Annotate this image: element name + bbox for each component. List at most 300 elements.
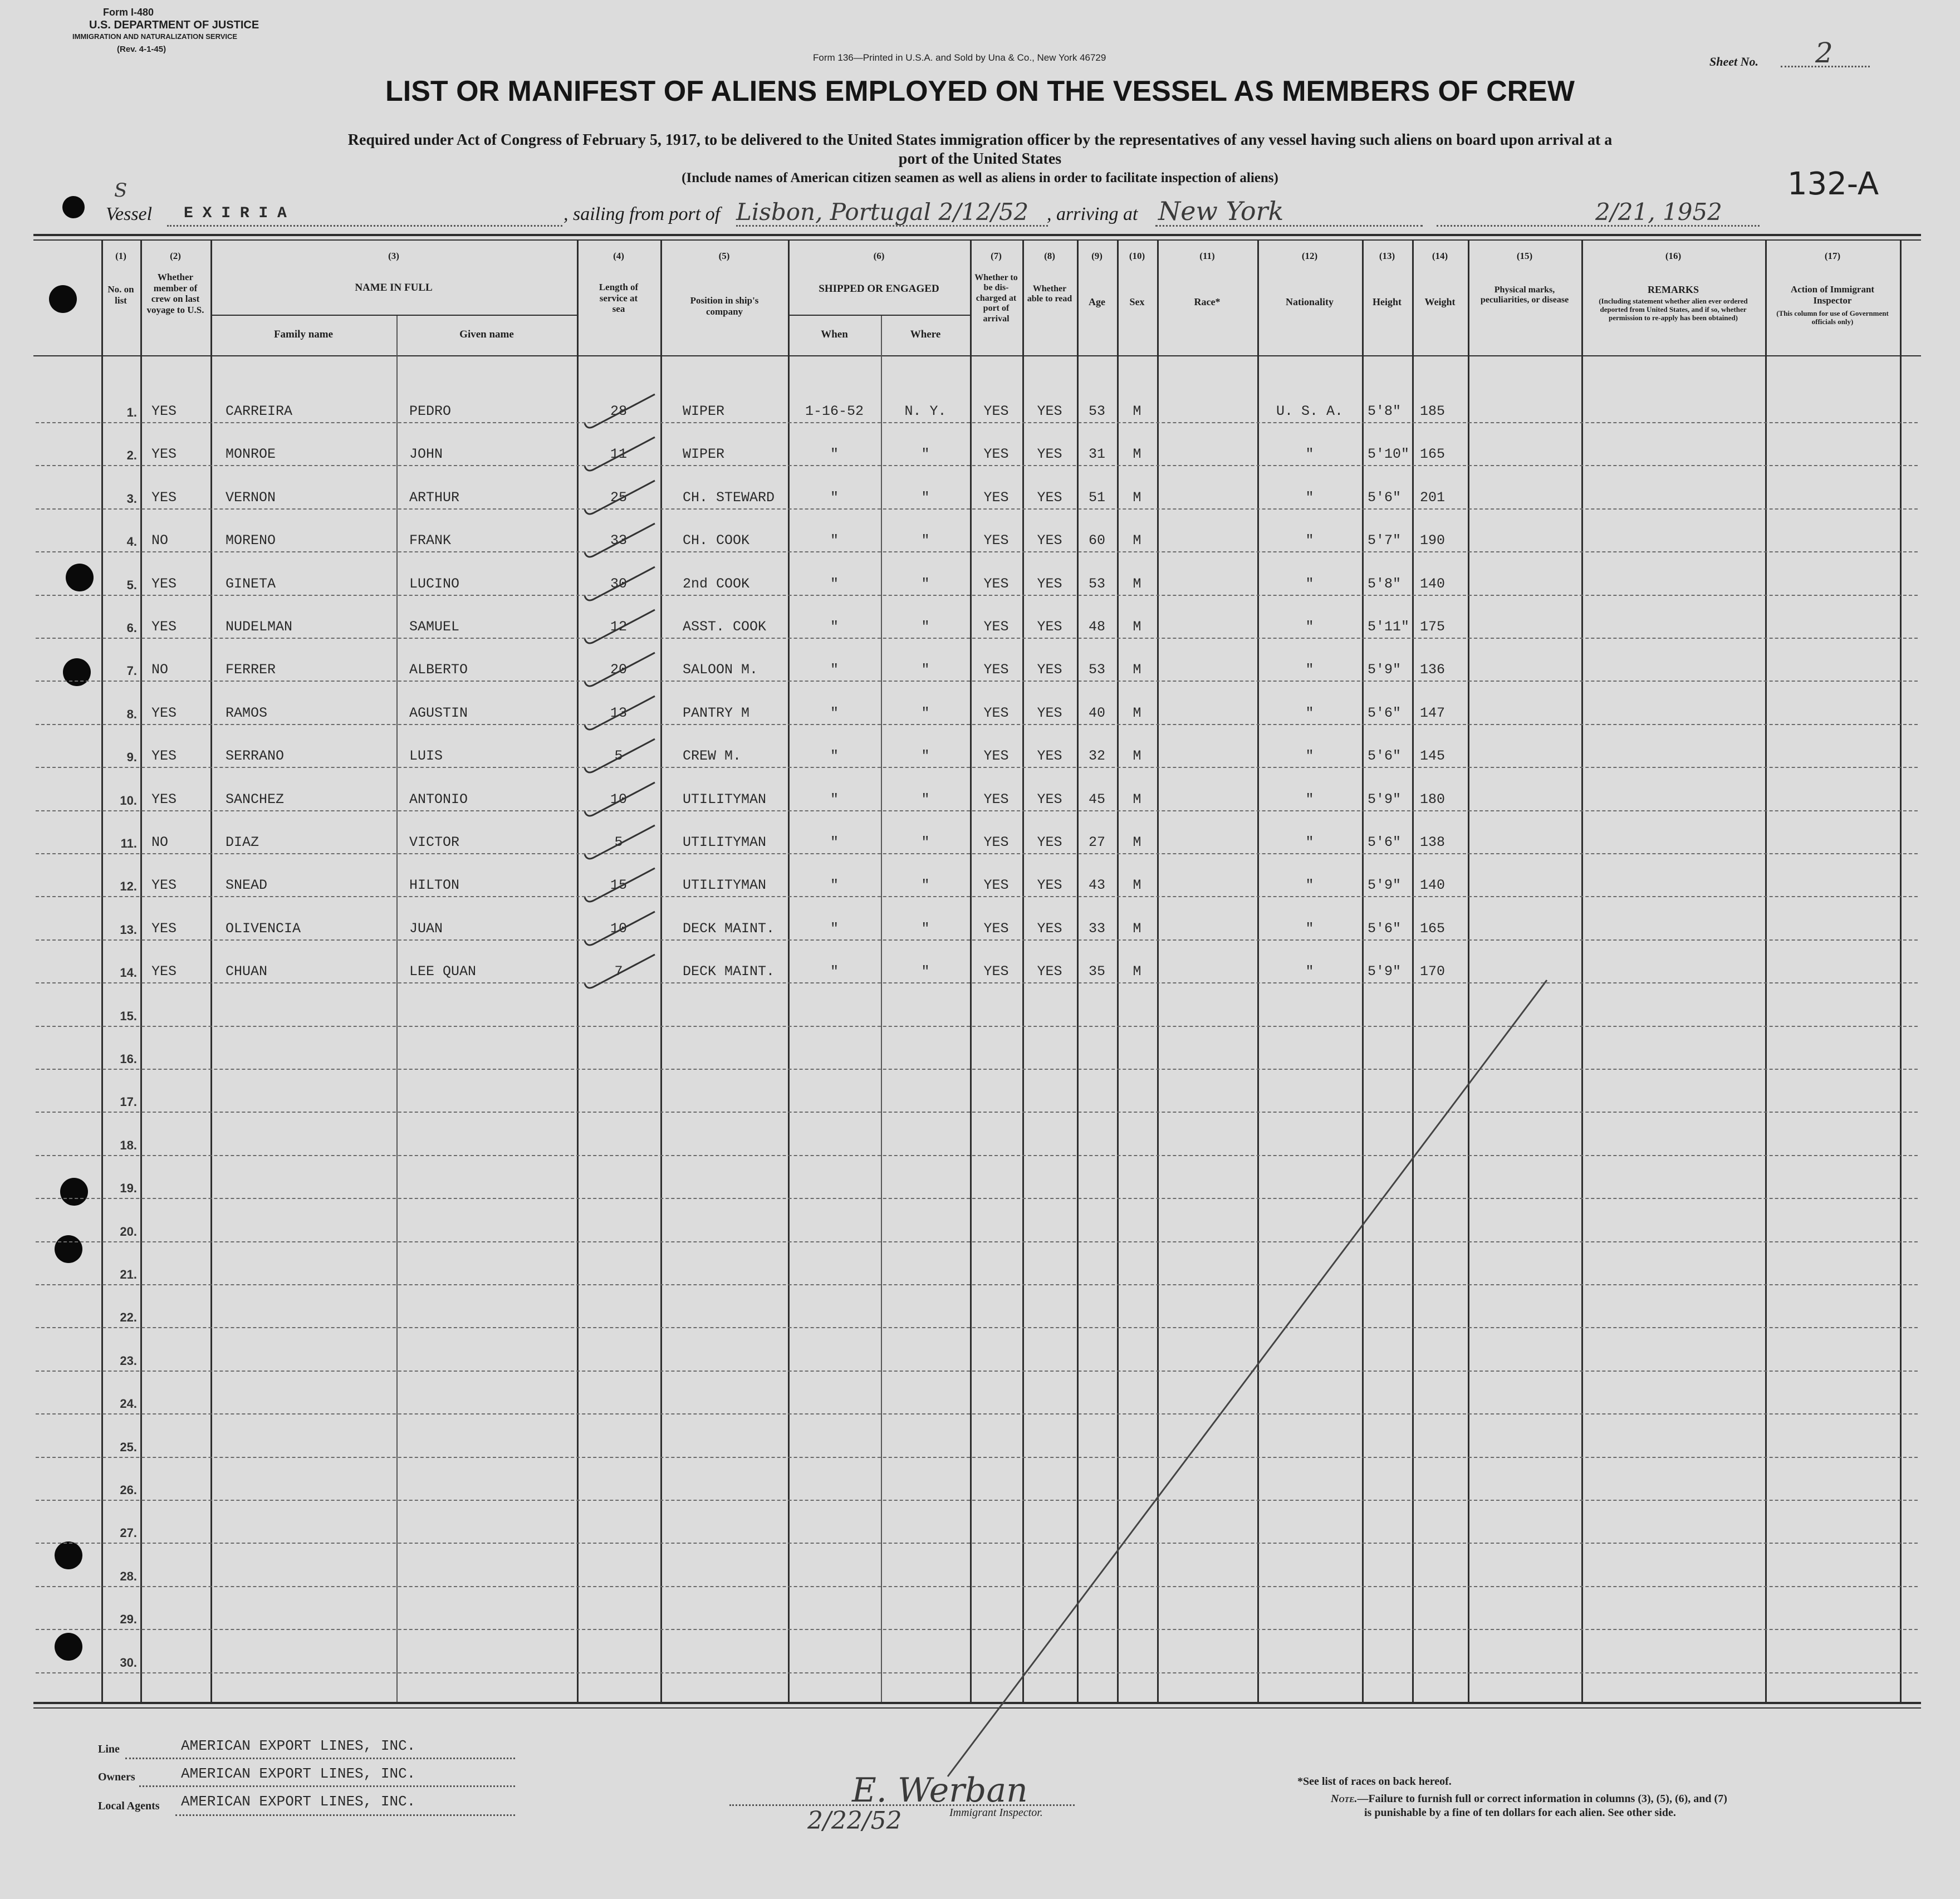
vessel-name: E X I R I A [184,205,287,222]
printer-note: Form 136—Printed in U.S.A. and Sold by Una & Co., New York 46729 [813,52,1106,63]
col2-header: Whether member of crew on last voyage to U.S. [146,272,204,315]
row-number: 7. [126,664,137,678]
cell-weight: 180 [1420,791,1445,807]
cell-discharged: YES [983,877,1009,894]
cell-when: " [830,662,839,678]
cell-position: UTILITYMAN [683,877,767,894]
cell-family: DIAZ [226,834,259,850]
cell-height: 5'8" [1368,575,1402,592]
row-number: 23. [120,1353,137,1368]
cell-position: CH. COOK [683,532,750,549]
cell-voyage: NO [151,834,169,850]
cell-nationality: " [1305,489,1314,506]
cell-sex: M [1133,963,1141,980]
cell-age: 48 [1088,619,1105,635]
cell-voyage: YES [151,575,177,592]
cell-nationality: " [1305,748,1314,765]
cell-read: YES [1037,446,1062,463]
cell-voyage: YES [151,446,177,463]
cell-sex: M [1133,662,1141,678]
cell-discharged: YES [983,489,1009,506]
note-label: Note. [1331,1793,1358,1805]
cell-where: " [921,532,930,549]
col13-header: Height [1373,296,1402,307]
cell-age: 35 [1088,963,1105,980]
cell-given: LUCINO [409,575,460,592]
cell-family: SANCHEZ [226,791,285,807]
col1-num: (1) [115,251,126,261]
col16-header: REMARKS [1647,284,1699,295]
cell-sex: M [1133,575,1141,592]
cell-sex: M [1133,704,1141,721]
cell-age: 32 [1088,748,1105,765]
col3-header: NAME IN FULL [355,282,433,293]
cell-weight: 185 [1420,403,1445,419]
cell-nationality: " [1305,446,1314,463]
row-number: 15. [120,1009,137,1023]
row-number: 4. [126,535,137,549]
row-number: 25. [120,1440,137,1454]
cell-position: CH. STEWARD [683,489,775,506]
col11-header: Race* [1194,296,1221,307]
cell-voyage: YES [151,920,177,937]
form-number: Form I-480 [103,7,154,18]
cell-voyage: YES [151,619,177,635]
cell-read: YES [1037,834,1062,850]
col7-header: Whether to be dis-charged at port of arrival [974,273,1018,324]
cell-discharged: YES [983,834,1009,850]
cell-sex: M [1133,834,1141,850]
cell-where: " [921,662,930,678]
cell-family: MORENO [226,532,276,549]
cell-service: 7 [614,963,623,980]
col1-header: No. on list [107,284,134,306]
line-value: AMERICAN EXPORT LINES, INC. [181,1738,416,1754]
arrival-date: 2/21, 1952 [1595,198,1722,226]
department-name: U.S. DEPARTMENT OF JUSTICE [89,19,259,31]
cell-weight: 175 [1420,619,1445,635]
cell-age: 60 [1088,532,1105,549]
cell-weight: 190 [1420,532,1445,549]
cell-discharged: YES [983,791,1009,807]
cell-family: SERRANO [226,748,285,765]
arriving-port: New York [1158,196,1284,226]
cell-sex: M [1133,748,1141,765]
cell-age: 53 [1088,575,1105,592]
cell-read: YES [1037,619,1062,635]
col9-header: Age [1089,296,1105,307]
cell-read: YES [1037,403,1062,419]
cell-nationality: " [1305,662,1314,678]
col8-num: (8) [1044,251,1055,261]
col11-num: (11) [1199,251,1215,261]
owners-label: Owners [98,1771,135,1783]
cell-read: YES [1037,963,1062,980]
cell-discharged: YES [983,963,1009,980]
note-text-2: is punishable by a fine of ten dollars for each alien. See other side. [1364,1807,1676,1819]
col7-num: (7) [991,251,1002,261]
races-note: *See list of races on back hereof. [1297,1775,1452,1788]
vessel-prefix: S [114,179,128,202]
cell-service: 28 [610,403,627,419]
agents-underline [175,1814,515,1816]
cell-service: 5 [614,748,623,765]
cell-given: JOHN [409,446,443,463]
row-number: 29. [120,1612,137,1627]
cell-weight: 136 [1420,662,1445,678]
row-number: 26. [120,1483,137,1497]
col5-num: (5) [718,251,730,261]
subtitle-line-3: (Include names of American citizen seamen as well as aliens in order to facilitate inspection of aliens) [682,170,1278,185]
cell-when: " [830,963,839,980]
col12-header: Nationality [1285,296,1334,307]
cell-when: " [830,791,839,807]
cell-age: 51 [1088,489,1105,506]
inspector-date: 2/22/52 [807,1807,902,1835]
agents-value: AMERICAN EXPORT LINES, INC. [181,1793,416,1810]
cell-height: 5'9" [1368,963,1402,980]
cell-family: CARREIRA [226,403,293,419]
sailing-label: , sailing from port of [564,204,721,224]
cell-read: YES [1037,791,1062,807]
cell-discharged: YES [983,446,1009,463]
cell-sex: M [1133,532,1141,549]
cell-voyage: NO [151,532,169,549]
row-number: 5. [126,577,137,592]
cell-family: MONROE [226,446,276,463]
cell-age: 53 [1088,662,1105,678]
col6-num: (6) [873,251,885,261]
col14-header: Weight [1424,296,1456,307]
cell-where: " [921,704,930,721]
subtitle-line-1: Required under Act of Congress of February 5, 1917, to be delivered to the United States immigration officer by the representatives of any vessel having such aliens on board upon arrival at a [347,131,1613,149]
col6-header: SHIPPED OR ENGAGED [819,283,939,295]
cell-where: " [921,834,930,850]
row-number: 16. [120,1052,137,1066]
row-number: 9. [126,750,137,765]
cell-service: 11 [610,446,627,463]
cell-given: ANTONIO [409,791,468,807]
cell-nationality: " [1305,834,1314,850]
cell-weight: 165 [1420,920,1445,937]
cell-given: VICTOR [409,834,460,850]
row-number: 3. [126,491,137,506]
cell-where: " [921,963,930,980]
cell-read: YES [1037,575,1062,592]
cell-read: YES [1037,532,1062,549]
cell-voyage: NO [151,662,169,678]
cell-position: ASST. COOK [683,619,767,635]
cell-when: " [830,877,839,894]
row-number: 20. [120,1224,137,1239]
cell-voyage: YES [151,403,177,419]
row-number: 1. [126,405,137,419]
cell-where: " [921,920,930,937]
cell-when: " [830,748,839,765]
cell-service: 30 [610,575,627,592]
cell-voyage: YES [151,791,177,807]
cell-when: " [830,446,839,463]
row-number: 30. [120,1655,137,1670]
cell-given: AGUSTIN [409,704,468,721]
col9-num: (9) [1091,251,1102,261]
given-name-header: Given name [459,329,514,340]
cell-when: " [830,619,839,635]
col3-num: (3) [388,251,399,261]
cell-position: CREW M. [683,748,742,765]
cell-when: " [830,575,839,592]
cell-voyage: YES [151,489,177,506]
cell-sex: M [1133,877,1141,894]
cell-position: SALOON M. [683,662,758,678]
cell-nationality: " [1305,791,1314,807]
col5-header: Position in ship's company [690,295,759,317]
penalty-note [1331,1792,1921,1820]
cell-service: 13 [610,704,627,721]
col17-num: (17) [1824,251,1841,261]
cell-position: WIPER [683,403,725,419]
inspector-label: Immigrant Inspector. [949,1807,1043,1819]
cell-where: " [921,446,930,463]
cell-voyage: YES [151,704,177,721]
col12-num: (12) [1301,251,1318,261]
cell-given: JUAN [409,920,443,937]
cell-service: 33 [610,532,627,549]
cell-given: ARTHUR [409,489,460,506]
cell-service: 10 [610,920,627,937]
cell-family: NUDELMAN [226,619,293,635]
agents-label: Local Agents [98,1800,160,1812]
cell-sex: M [1133,619,1141,635]
cell-position: PANTRY M [683,704,750,721]
cell-where: " [921,489,930,506]
cell-height: 5'6" [1368,748,1402,765]
cell-sex: M [1133,403,1141,419]
row-number: 24. [120,1397,137,1411]
cell-where: " [921,748,930,765]
row-number: 21. [120,1267,137,1281]
cell-weight: 165 [1420,446,1445,463]
row-number: 14. [120,966,137,980]
cell-nationality: U. S. A. [1276,403,1344,419]
cell-service: 10 [610,791,627,807]
cell-weight: 147 [1420,704,1445,721]
cell-height: 5'7" [1368,532,1402,549]
cell-voyage: YES [151,963,177,980]
cell-read: YES [1037,877,1062,894]
row-number: 6. [126,621,137,635]
cell-position: DECK MAINT. [683,920,775,937]
cell-voyage: YES [151,877,177,894]
cell-where: " [921,877,930,894]
cell-weight: 145 [1420,748,1445,765]
cell-service: 12 [610,619,627,635]
line-underline [125,1758,515,1759]
cell-family: RAMOS [226,704,268,721]
service-name: IMMIGRATION AND NATURALIZATION SERVICE [72,32,238,41]
cell-position: DECK MAINT. [683,963,775,980]
col16-num: (16) [1665,251,1682,261]
sheet-number: 2 [1815,37,1833,69]
cell-given: FRANK [409,532,452,549]
cell-nationality: " [1305,532,1314,549]
row-number: 17. [120,1095,137,1109]
cell-where: " [921,619,930,635]
cell-given: LUIS [409,748,443,765]
cell-sex: M [1133,489,1141,506]
col17-subheader: (This column for use of Government officials only) [1776,309,1889,326]
row-number: 8. [126,707,137,721]
cell-weight: 201 [1420,489,1445,506]
cell-weight: 140 [1420,877,1445,894]
cell-family: SNEAD [226,877,268,894]
cell-age: 31 [1088,446,1105,463]
note-text-1: —Failure to furnish full or correct information in columns (3), (5), (6), and (7) [1357,1793,1727,1805]
cell-height: 5'9" [1368,877,1402,894]
cell-height: 5'6" [1368,704,1402,721]
cell-read: YES [1037,704,1062,721]
col15-num: (15) [1516,251,1533,261]
cell-nationality: " [1305,920,1314,937]
col17-header: Action of Immigrant Inspector [1790,284,1875,306]
cell-nationality: " [1305,704,1314,721]
col10-header: Sex [1129,296,1145,307]
cell-read: YES [1037,489,1062,506]
cell-nationality: " [1305,963,1314,980]
when-header: When [821,329,848,340]
cell-when: " [830,532,839,549]
cell-age: 27 [1088,834,1105,850]
row-number: 12. [120,879,137,894]
cell-position: WIPER [683,446,725,463]
cell-height: 5'6" [1368,489,1402,506]
row-number: 2. [126,448,137,463]
cell-family: GINETA [226,575,276,592]
signature-line [729,1804,1075,1806]
cell-sex: M [1133,446,1141,463]
stamp-number: 132-A [1787,166,1879,202]
col10-num: (10) [1129,251,1145,261]
col4-num: (4) [613,251,624,261]
cell-when: " [830,920,839,937]
col16-subheader: (Including statement whether alien ever ordered deported from United States, and if so, whether permission to re-apply has been obtained) [1599,297,1748,322]
page-title: LIST OR MANIFEST OF ALIENS EMPLOYED ON THE VESSEL AS MEMBERS OF CREW [385,75,1575,107]
row-number: 13. [120,922,137,937]
col4-header: Length of service at sea [599,282,639,315]
cell-height: 5'9" [1368,662,1402,678]
cell-discharged: YES [983,704,1009,721]
cell-discharged: YES [983,748,1009,765]
row-number: 28. [120,1569,137,1583]
cell-service: 15 [610,877,627,894]
cell-sex: M [1133,920,1141,937]
cell-nationality: " [1305,575,1314,592]
cell-age: 43 [1088,877,1105,894]
line-label: Line [98,1743,120,1755]
cell-when: " [830,834,839,850]
cell-service: 20 [610,662,627,678]
col14-num: (14) [1432,251,1448,261]
cell-service: 25 [610,489,627,506]
row-number: 19. [120,1181,137,1196]
cell-voyage: YES [151,748,177,765]
col8-header: Whether able to read [1027,284,1072,304]
subtitle-line-2: port of the United States [898,150,1062,168]
owners-value: AMERICAN EXPORT LINES, INC. [181,1765,416,1782]
sheet-label: Sheet No. [1709,55,1758,68]
cell-height: 5'8" [1368,403,1402,419]
cell-where: " [921,575,930,592]
cell-discharged: YES [983,575,1009,592]
cell-age: 40 [1088,704,1105,721]
cell-read: YES [1037,748,1062,765]
cell-given: PEDRO [409,403,452,419]
col15-header: Physical marks, peculiarities, or disease [1480,285,1569,305]
cell-given: SAMUEL [409,619,460,635]
cell-height: 5'11" [1368,619,1410,635]
cell-sex: M [1133,791,1141,807]
cell-height: 5'6" [1368,920,1402,937]
cell-discharged: YES [983,662,1009,678]
cell-service: 5 [614,834,623,850]
cell-weight: 140 [1420,575,1445,592]
row-number: 27. [120,1526,137,1540]
cell-height: 5'6" [1368,834,1402,850]
family-name-header: Family name [273,329,334,340]
cell-family: OLIVENCIA [226,920,301,937]
cell-age: 45 [1088,791,1105,807]
cell-position: UTILITYMAN [683,834,767,850]
cell-given: ALBERTO [409,662,468,678]
cell-height: 5'9" [1368,791,1402,807]
cell-discharged: YES [983,403,1009,419]
cell-discharged: YES [983,619,1009,635]
inspector-signature: E. Werban [852,1771,1028,1810]
cell-weight: 170 [1420,963,1445,980]
form-revision: (Rev. 4-1-45) [117,45,166,54]
col2-num: (2) [170,251,181,261]
cell-discharged: YES [983,920,1009,937]
cell-where: " [921,791,930,807]
cell-family: FERRER [226,662,276,678]
cell-weight: 138 [1420,834,1445,850]
cell-where: N. Y. [904,403,947,419]
cell-family: VERNON [226,489,276,506]
where-header: Where [910,329,941,340]
cell-nationality: " [1305,619,1314,635]
vessel-label: Vessel [106,204,153,224]
row-number: 10. [120,793,137,807]
cell-family: CHUAN [226,963,268,980]
cell-read: YES [1037,662,1062,678]
cell-when: " [830,489,839,506]
cell-given: HILTON [409,877,460,894]
cell-age: 53 [1088,403,1105,419]
cell-given: LEE QUAN [409,963,477,980]
cell-discharged: YES [983,532,1009,549]
arriving-label: , arriving at [1047,204,1138,224]
col13-num: (13) [1379,251,1395,261]
cell-height: 5'10" [1368,446,1410,463]
cell-read: YES [1037,920,1062,937]
row-number: 11. [120,836,137,850]
owners-underline [139,1785,515,1787]
cell-when: 1-16-52 [805,403,864,419]
row-number: 18. [120,1138,137,1152]
cell-position: 2nd COOK [683,575,750,592]
cell-position: UTILITYMAN [683,791,767,807]
cell-age: 33 [1088,920,1105,937]
